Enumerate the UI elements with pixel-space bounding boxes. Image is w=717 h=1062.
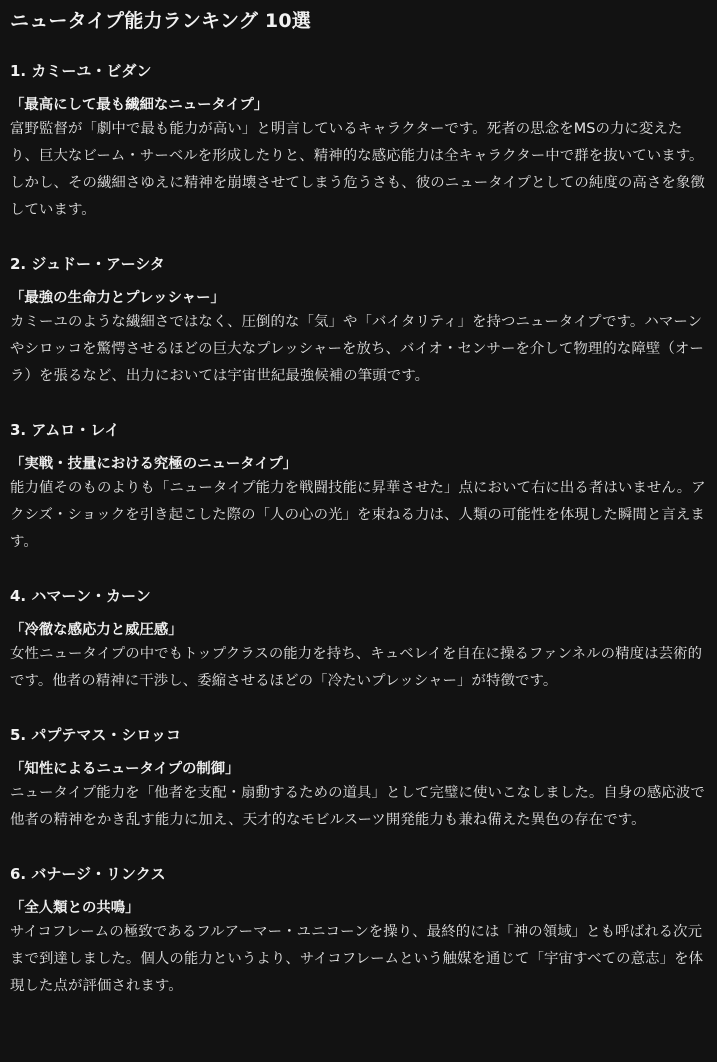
section-body: 女性ニュータイプの中でもトップクラスの能力を持ち、キュベレイを自在に操るファンネルの精度は芸術的です。他者の精神に干渉し、委縮させるほどの「冷たいプレッシャー」が特徴です。 (10, 646, 703, 689)
ranking-section-1 (10, 60, 707, 224)
section-body: カミーユのような繊細さではなく、圧倒的な「気」や「バイタリティ」を持つニュータイプです。ハマーンやシロッコを驚愕させるほどの巨大なプレッシャーを放ち、バイオ・センサーを介して物理的な障壁（オーラ）を張るなど、出力においては宇宙世紀最強候補の筆頭です。 (10, 314, 704, 384)
section-body: ニュータイプ能力を「他者を支配・扇動するための道具」として完璧に使いこなしました。自身の感応波で他者の精神をかき乱す能力に加え、天才的なモビルスーツ開発能力も兼ね備えた異色の存在です。 (10, 785, 705, 828)
ranking-section-6 (10, 863, 707, 1000)
section-body: 能力値そのものよりも「ニュータイプ能力を戦闘技能に昇華させた」点において右に出る者はいません。アクシズ・ショックを引き起こした際の「人の心の光」を束ねる力は、人類の可能性を体現した瞬間と言えます。 (10, 480, 706, 550)
section-heading: 6. バナージ・リンクス (10, 865, 166, 883)
ranking-section-2 (10, 253, 707, 390)
section-body: サイコフレームの極致であるフルアーマー・ユニコーンを操り、最終的には「神の領域」とも呼ばれる次元まで到達しました。個人の能力というより、サイコフレームという触媒を通じて「宇宙すべての意志」を体現した点が評価されます。 (10, 924, 704, 994)
section-heading: 1. カミーユ・ビダン (10, 62, 152, 80)
ranking-section-5 (10, 724, 707, 834)
section-subtitle: 「知性によるニュータイプの制御」 (10, 761, 240, 777)
page-title: ニュータイプ能力ランキング 10選 (10, 10, 311, 32)
section-body: 富野監督が「劇中で最も能力が高い」と明言しているキャラクターです。死者の思念をMSの力に変えたり、巨大なビーム・サーベルを形成したりと、精神的な感応能力は全キャラクター中で群を抜いています。しかし、その繊細さゆえに精神を崩壊させてしまう危うさも、彼のニュータイプとしての純度の高さを象徴しています。 (10, 121, 705, 218)
ranking-section-4 (10, 585, 707, 695)
section-subtitle: 「実戦・技量における究極のニュータイプ」 (10, 456, 298, 472)
ranking-section-3 (10, 419, 707, 556)
section-heading: 3. アムロ・レイ (10, 421, 120, 439)
section-subtitle: 「冷徹な感応力と威圧感」 (10, 622, 183, 638)
section-subtitle: 「全人類との共鳴」 (10, 900, 140, 916)
section-subtitle: 「最高にして最も繊細なニュータイプ」 (10, 97, 269, 113)
section-subtitle: 「最強の生命力とプレッシャー」 (10, 290, 225, 306)
bottom-fade (0, 1032, 717, 1062)
section-heading: 5. パプテマス・シロッコ (10, 726, 182, 744)
section-heading: 4. ハマーン・カーン (10, 587, 151, 605)
section-heading: 2. ジュドー・アーシタ (10, 255, 165, 273)
